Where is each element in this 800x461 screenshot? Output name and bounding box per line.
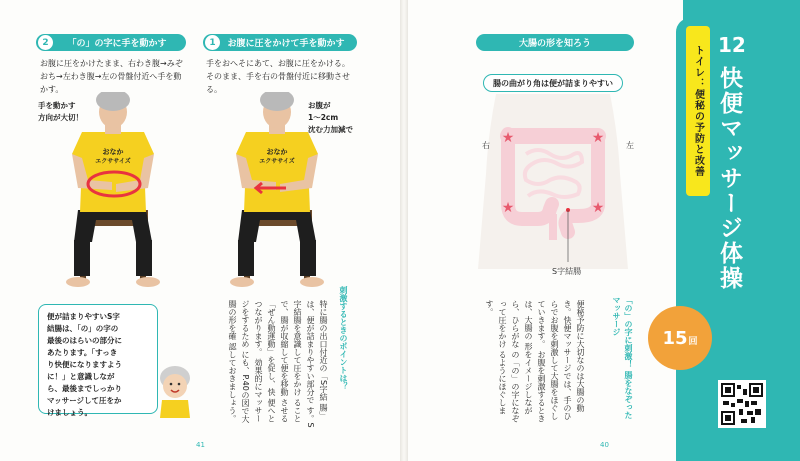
tip-bubble bbox=[38, 304, 158, 417]
intro-line: 形をイメージしながら、ひらがな bbox=[511, 300, 533, 415]
section-pill bbox=[476, 34, 634, 51]
shirt-text: おなか bbox=[102, 148, 124, 156]
step1-title: お腹に圧をかけて手を動かす bbox=[227, 39, 345, 49]
intro-line: るようにほぐします。 bbox=[485, 300, 507, 415]
tips-body bbox=[200, 300, 330, 430]
bubble-line: あたります。「すっき bbox=[47, 348, 118, 357]
sigmoid-colon-label: S字結腸 bbox=[552, 267, 582, 276]
leg bbox=[300, 240, 316, 276]
torso-silhouette bbox=[478, 94, 628, 269]
step2-number: 2 bbox=[38, 35, 53, 50]
tips-line: ることで、腸が収縮して便を移動 bbox=[280, 300, 302, 423]
cartoon-character bbox=[150, 360, 200, 420]
bubble-line: ら、最後までしっかり bbox=[47, 384, 122, 393]
bend-star-icon: ★ bbox=[591, 130, 605, 146]
step1-number: 1 bbox=[205, 35, 220, 50]
diagram-caption-box bbox=[483, 74, 623, 92]
step2-title: 「の」の字に手を動かす bbox=[67, 39, 167, 49]
character-shirt bbox=[160, 400, 190, 418]
tips-line: 認しておきましょう。 bbox=[228, 342, 237, 423]
step1-pill bbox=[203, 34, 357, 51]
character-eye bbox=[178, 383, 181, 386]
bubble-line: マッサージして圧をか bbox=[47, 396, 122, 405]
chapter-tab: トイレ：便秘の予防と改善 bbox=[686, 26, 710, 196]
tips-line: 特に腸の出口付近の「S字結 bbox=[319, 300, 328, 402]
intro-line: き。快便マッサージでは、手のひ bbox=[563, 300, 572, 420]
foot bbox=[300, 277, 324, 287]
tips-line: 効果的にマッサージをするため bbox=[241, 300, 263, 423]
intro-line: お腹を刺激するときは、大腸の bbox=[524, 300, 546, 423]
tips-heading: 刺激するときのポイントは？ bbox=[339, 286, 348, 390]
intro-heading bbox=[610, 296, 634, 426]
repetition-count-badge bbox=[648, 306, 712, 370]
intro-heading-line: 腸をなぞったマッサージ bbox=[612, 296, 633, 419]
repetition-unit: 回 bbox=[688, 336, 698, 347]
repetition-count: 15 bbox=[662, 327, 688, 349]
bubble-line: 便が詰まりやすいS字 bbox=[47, 312, 120, 321]
step2-body-line: お腹に圧をかけたまま、右わき腹→みぞ bbox=[40, 59, 183, 68]
shirt-text: エクササイズ bbox=[259, 158, 295, 165]
step1-body-line: 手をおへそにあて、お腹に圧をかける。 bbox=[206, 59, 350, 68]
step2-body-line: かす。 bbox=[40, 85, 64, 94]
foot bbox=[136, 277, 160, 287]
intro-heading-line: 「の」の字に刺激！ bbox=[624, 296, 633, 368]
diagram-caption: 腸の曲がり角は便が詰まりやすい bbox=[493, 78, 613, 88]
intro-line: の「の」の字になぞって圧をかけ bbox=[498, 300, 520, 423]
bubble-line: に！」と意識しなが bbox=[47, 372, 115, 381]
tips-line: にも、P.40の図で大腸の形を確 bbox=[228, 300, 250, 423]
character-face bbox=[163, 374, 187, 398]
step2-pill bbox=[36, 34, 186, 51]
tips-line: 便へとつながります。 bbox=[254, 300, 276, 423]
colon-diagram bbox=[478, 94, 628, 269]
shirt-text: おなか bbox=[266, 148, 288, 156]
step2-body-line: おち→左わき腹→左の骨盤付近へ手を動 bbox=[40, 72, 182, 81]
label-right-side: 右 bbox=[482, 141, 490, 150]
step1-body bbox=[206, 57, 366, 96]
bend-star-icon: ★ bbox=[591, 200, 605, 216]
step1-callout-line: 沈む力加減で bbox=[308, 125, 353, 134]
leg bbox=[136, 240, 152, 276]
step1-callout-line: お腹が bbox=[308, 101, 331, 110]
leg bbox=[238, 240, 254, 276]
intro-line: らでお腹を刺激して大腸をほぐし bbox=[550, 300, 559, 420]
section-title: 大腸の形を知ろう bbox=[518, 39, 591, 49]
intro-line: 便秘予防に大切なのは大腸の動 bbox=[576, 300, 585, 412]
bubble-line: 結腸は、「の」の字の bbox=[47, 324, 119, 333]
intro-body bbox=[472, 300, 587, 428]
page-number-left: 41 bbox=[196, 441, 205, 449]
bubble-line: 最後のはらいの部分に bbox=[47, 336, 122, 345]
step2-callout-line: 方向が大切！ bbox=[38, 113, 83, 122]
page-gutter bbox=[400, 0, 408, 461]
bubble-line: り快便になりますよう bbox=[47, 360, 122, 369]
label-left-side: 左 bbox=[626, 141, 634, 150]
character-eye bbox=[170, 383, 173, 386]
step1-callout bbox=[308, 100, 353, 136]
shirt-text: エクササイズ bbox=[95, 158, 131, 165]
step1-body-line: る。 bbox=[206, 85, 222, 94]
step1-callout-line: 1〜2cm bbox=[308, 113, 339, 122]
tips-line: す。S字結腸を意識して圧をかけ bbox=[293, 300, 315, 428]
step1-body-line: そのまま、手を右の骨盤付近に移動させ bbox=[206, 72, 350, 81]
bubble-line: けましょう。 bbox=[47, 408, 92, 417]
bend-star-icon: ★ bbox=[501, 130, 515, 146]
page-number-right: 40 bbox=[600, 441, 609, 449]
step2-callout bbox=[38, 100, 83, 124]
qr-code-icon[interactable] bbox=[718, 380, 766, 428]
tips-line: 腸」は、便が詰まりやすい部分で bbox=[306, 300, 328, 420]
tips-line: させる「ぜん動運動」を促し、快 bbox=[267, 300, 289, 423]
step2-callout-line: 手を動かす bbox=[38, 101, 76, 110]
step2-body bbox=[40, 57, 200, 96]
foot bbox=[66, 277, 90, 287]
foot bbox=[230, 277, 254, 287]
chapter-title: 快便マッサージ体操 bbox=[716, 66, 742, 291]
leg bbox=[74, 240, 90, 276]
chapter-number: 12 bbox=[718, 33, 746, 57]
intro-line: ていきます。 bbox=[537, 300, 546, 348]
bend-star-icon: ★ bbox=[501, 200, 515, 216]
